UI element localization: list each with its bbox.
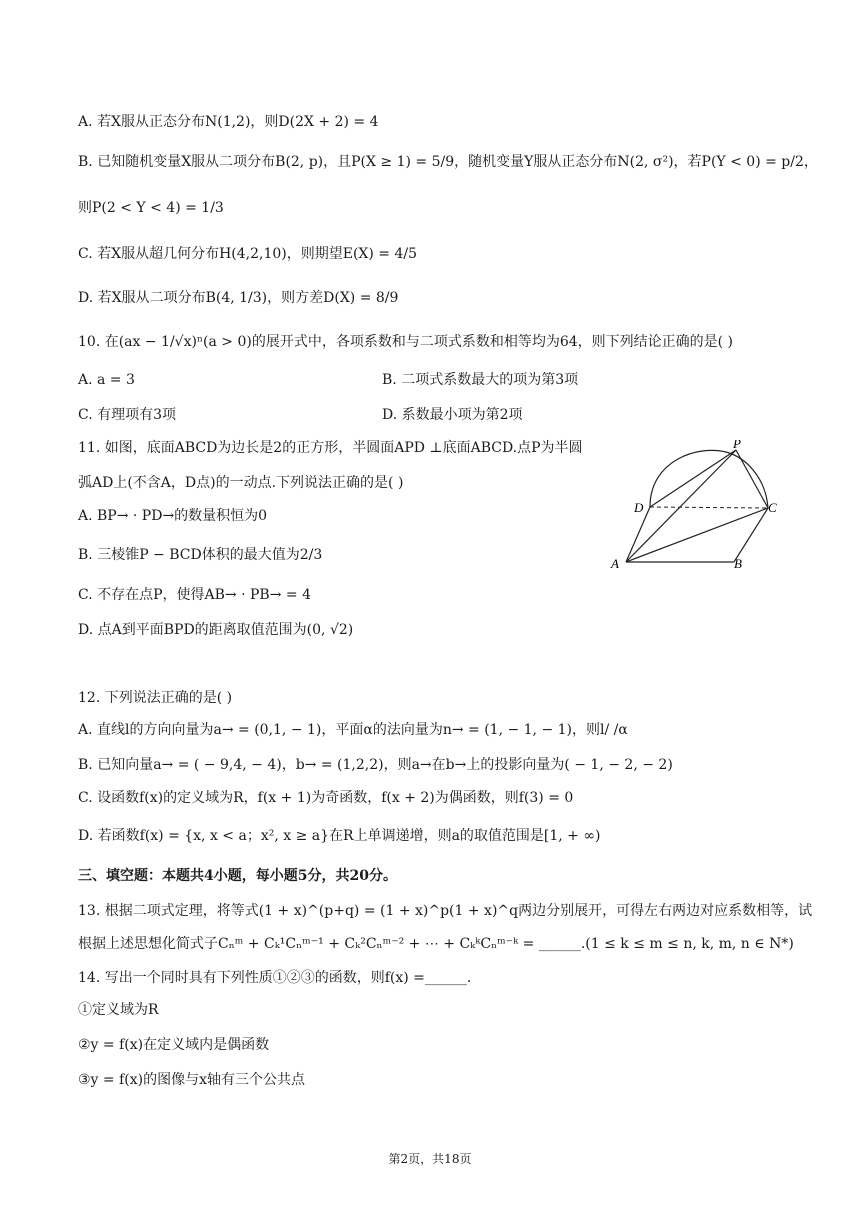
q11-option-c: C. 不存在点P，使得AB→ · PB→ = 4	[78, 587, 311, 603]
q12-stem: 12. 下列说法正确的是( )	[78, 690, 233, 706]
q13-line1: 13. 根据二项式定理，将等式(1 + x)^(p+q) = (1 + x)^p(1 + x)^q两边分别展开，可得左右两边对应系数相等，试	[78, 903, 813, 919]
label-d: D	[634, 500, 644, 515]
q11-option-b: B. 三棱锥P − BCD体积的最大值为2/3	[78, 547, 323, 563]
q14-property-2: ②y = f(x)在定义域内是偶函数	[78, 1037, 270, 1053]
q10-option-a: A. a = 3	[78, 372, 135, 388]
q9-option-d: D. 若X服从二项分布B(4, 1/3)，则方差D(X) = 8/9	[78, 290, 399, 306]
q10-option-b: B. 二项式系数最大的项为第3项	[382, 372, 579, 388]
q10-stem: 10. 在(ax − 1/√x)ⁿ(a > 0)的展开式中，各项系数和与二项式系数和相等均为64，则下列结论正确的是( )	[78, 334, 734, 350]
q9-option-b-line1: B. 已知随机变量X服从二项分布B(2, p)，且P(X ≥ 1) = 5/9，随机变量Y服从正态分布N(2, σ²)，若P(Y < 0) = p/2，	[78, 154, 818, 170]
label-c: C	[768, 500, 777, 515]
q11-option-d: D. 点A到平面BPD的距离取值范围为(0, √2)	[78, 622, 354, 638]
q12-option-c: C. 设函数f(x)的定义域为R，f(x + 1)为奇函数，f(x + 2)为偶函数，则f(3) = 0	[78, 790, 574, 806]
q10-option-c: C. 有理项有3项	[78, 407, 177, 423]
q12-option-a: A. 直线l的方向向量为a→ = (0,1, − 1)，平面α的法向量为n→ = (1, − 1, − 1)，则l/ /α	[78, 722, 628, 738]
q14-property-3: ③y = f(x)的图像与x轴有三个公共点	[78, 1072, 305, 1088]
q11-stem-line1: 11. 如图，底面ABCD为边长是2的正方形，半圆面APD ⊥底面ABCD.点P为半圆	[78, 440, 583, 456]
label-b: B	[734, 556, 742, 571]
section-heading: 三、填空题：本题共4小题，每小题5分，共20分。	[78, 868, 397, 884]
label-p: P	[733, 440, 741, 451]
q12-option-d: D. 若函数f(x) = {x, x < a；x², x ≥ a}在R上单调递增，则a的取值范围是[1, + ∞)	[78, 828, 601, 844]
q9-option-a: A. 若X服从正态分布N(1,2)，则D(2X + 2) = 4	[78, 114, 379, 130]
label-a: A	[611, 556, 619, 571]
q14-property-1: ①定义域为R	[78, 1002, 159, 1018]
q11-option-a: A. BP→ · PD→的数量积恒为0	[78, 508, 268, 524]
q11-stem-line2: 弧AD上(不含A，D点)的一动点.下列说法正确的是( )	[78, 475, 404, 491]
q9-option-b-line2: 则P(2 < Y < 4) = 1/3	[78, 200, 224, 216]
q12-option-b: B. 已知向量a→ = ( − 9,4, − 4)，b→ = (1,2,2)，则a→在b→上的投影向量为( − 1, − 2, − 2)	[78, 757, 673, 773]
q14-stem: 14. 写出一个同时具有下列性质①②③的函数，则f(x) =______.	[78, 970, 472, 986]
page-footer: 第2页，共18页	[388, 1152, 472, 1166]
q11-figure	[608, 440, 788, 580]
q13-line2: 根据上述思想化简式子Cₙᵐ + Cₖ¹Cₙᵐ⁻¹ + Cₖ²Cₙᵐ⁻² + ⋯ + CₖᵏCₙᵐ⁻ᵏ = ______.(1 ≤ k ≤ m ≤ n, k, m, n ∈ N*)	[78, 936, 794, 952]
q10-option-d: D. 系数最小项为第2项	[382, 407, 523, 423]
q9-option-c: C. 若X服从超几何分布H(4,2,10)，则期望E(X) = 4/5	[78, 246, 418, 262]
